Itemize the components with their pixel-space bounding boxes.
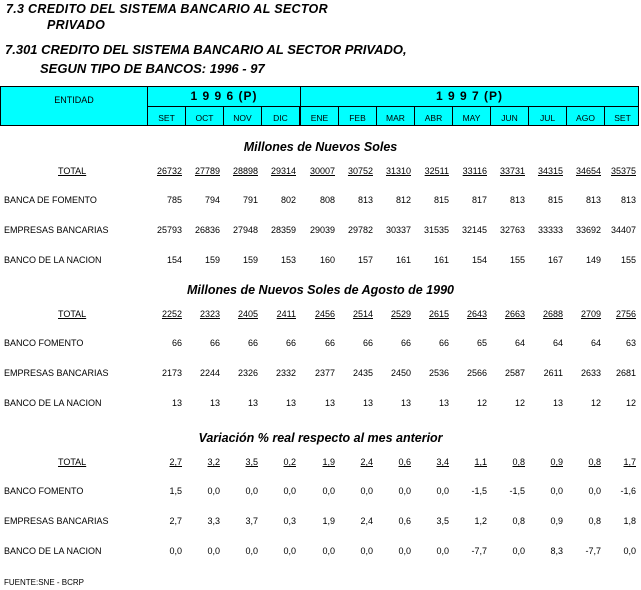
table-cell: -1,5 [471,486,487,496]
month-header: JUL [529,107,567,125]
table-cell: 26836 [194,225,220,235]
table-cell: 794 [204,195,220,205]
table-cell: 66 [209,338,220,348]
table-cell: 13 [171,398,182,408]
table-cell: 813 [509,195,525,205]
table-cell: 0,0 [207,546,220,556]
table-cell: 66 [400,338,411,348]
entity-column-header: ENTIDAD [1,87,148,125]
table-cell: 2252 [161,309,182,319]
table-cell: 0,6 [398,516,411,526]
table-cell: 13 [324,398,335,408]
table-cell: 813 [585,195,601,205]
table-cell: 12 [625,398,636,408]
table-row [0,398,641,412]
table-cell: 0,0 [398,486,411,496]
table-row [0,225,641,239]
table-cell: 167 [547,255,563,265]
table-cell: 13 [362,398,373,408]
table-cell: 2709 [580,309,601,319]
table-cell: 0,8 [588,457,601,467]
table-cell: 1,8 [623,516,636,526]
table-cell: 0,3 [283,516,296,526]
table-cell: 2405 [237,309,258,319]
table-cell: 30337 [385,225,411,235]
table-row [0,486,641,500]
table-cell: 2,7 [169,457,182,467]
table-cell: 3,3 [207,516,220,526]
table-cell: 2244 [199,368,220,378]
table-cell: 0,0 [588,486,601,496]
table-cell: 64 [514,338,525,348]
table-cell: 0,0 [623,546,636,556]
table-cell: 1,5 [169,486,182,496]
table-cell: 3,5 [245,457,258,467]
table-cell: 13 [285,398,296,408]
table-cell: 33692 [575,225,601,235]
table-cell: 815 [433,195,449,205]
table-cell: 0,6 [398,457,411,467]
year-1997-header: 1 9 9 7 (P) [301,87,638,107]
row-label: BANCO FOMENTO [4,486,84,496]
row-label: BANCO FOMENTO [4,338,84,348]
table-cell: 66 [247,338,258,348]
table-row [0,195,641,209]
table-cell: 2529 [390,309,411,319]
table-cell: 65 [476,338,487,348]
table-cell: 1,9 [322,516,335,526]
table-cell: 2633 [580,368,601,378]
table-cell: 161 [395,255,411,265]
table-cell: 2,7 [169,516,182,526]
table-cell: 2411 [276,309,296,319]
row-label: TOTAL [58,166,87,176]
table-cell: 149 [585,255,601,265]
table-cell: 3,4 [436,457,449,467]
table-cell: 34407 [610,225,636,235]
table-cell: 1,2 [474,516,487,526]
month-header: DIC [262,107,300,125]
table-cell: 26732 [156,166,182,176]
table-cell: 0,0 [283,546,296,556]
table-cell: 3,2 [207,457,220,467]
month-header: NOV [224,107,262,125]
table-cell: 66 [324,338,335,348]
table-cell: 0,2 [283,457,296,467]
table-cell: 31310 [385,166,411,176]
total-row [0,166,641,180]
table-cell: 66 [171,338,182,348]
table-cell: 2377 [314,368,335,378]
table-cell: 3,7 [245,516,258,526]
table-cell: -1,5 [509,486,525,496]
month-header: AGO [567,107,605,125]
table-cell: 0,0 [436,486,449,496]
table-cell: 154 [166,255,182,265]
table-cell: 154 [471,255,487,265]
table-subtitle: SEGUN TIPO DE BANCOS: 1996 - 97 [40,61,265,76]
table-cell: 27948 [232,225,258,235]
table-cell: 0,0 [436,546,449,556]
table-cell: 155 [509,255,525,265]
table-cell: 0,8 [512,457,525,467]
row-label: TOTAL [58,457,87,467]
table-cell: 160 [319,255,335,265]
month-header: JUN [491,107,529,125]
table-cell: 28359 [270,225,296,235]
row-label: EMPRESAS BANCARIAS [4,516,109,526]
total-row [0,309,641,323]
table-cell: 8,3 [550,546,563,556]
row-label: BANCO DE LA NACION [4,546,102,556]
table-cell: 31535 [423,225,449,235]
section-title: Variación % real respecto al mes anterior [198,431,443,445]
table-cell: 32145 [461,225,487,235]
table-cell: 2756 [615,309,636,319]
table-cell: 2566 [466,368,487,378]
table-cell: 153 [280,255,296,265]
section-title: Millones de Nuevos Soles [243,140,398,154]
table-cell: 29782 [347,225,373,235]
table-cell: 0,8 [512,516,525,526]
source-note: FUENTE:SNE - BCRP [4,578,85,587]
table-cell: 28898 [232,166,258,176]
table-cell: 13 [400,398,411,408]
table-cell: 12 [514,398,525,408]
table-cell: 785 [166,195,182,205]
table-cell: 64 [590,338,601,348]
section-title: Millones de Nuevos Soles de Agosto de 1990 [187,283,454,297]
table-cell: 2456 [314,309,335,319]
table-cell: 1,7 [623,457,636,467]
table-cell: 802 [280,195,296,205]
table-cell: 0,0 [245,486,258,496]
table-cell: 159 [242,255,258,265]
month-header: FEB [339,107,377,125]
table-cell: 0,0 [245,546,258,556]
table-cell: 2611 [543,368,563,378]
table-cell: 817 [471,195,487,205]
table-cell: 0,0 [512,546,525,556]
table-cell: 2681 [615,368,636,378]
table-cell: 813 [620,195,636,205]
table-cell: 2688 [542,309,563,319]
table-cell: 34315 [537,166,563,176]
table-cell: 157 [357,255,373,265]
row-label: EMPRESAS BANCARIAS [4,368,109,378]
table-cell: 0,0 [360,546,373,556]
table-cell: 3,5 [436,516,449,526]
table-header [0,86,639,126]
table-cell: 0,0 [398,546,411,556]
table-cell: 815 [547,195,563,205]
table-cell: 29039 [309,225,335,235]
table-cell: 2663 [504,309,525,319]
doc-section-title-cont: PRIVADO [47,18,106,32]
table-cell: 63 [625,338,636,348]
row-label: BANCO DE LA NACION [4,255,102,265]
table-cell: 812 [395,195,411,205]
table-cell: 791 [242,195,258,205]
table-row [0,368,641,382]
table-cell: 2615 [428,309,449,319]
month-header: MAR [377,107,415,125]
table-cell: 0,0 [360,486,373,496]
row-label: EMPRESAS BANCARIAS [4,225,109,235]
table-cell: 64 [552,338,563,348]
table-cell: 2587 [504,368,525,378]
table-cell: 2643 [466,309,487,319]
table-cell: 13 [209,398,220,408]
table-cell: 66 [438,338,449,348]
month-header: ENE [301,107,339,125]
table-cell: 2323 [199,309,220,319]
table-cell: 2,4 [360,457,373,467]
table-row [0,516,641,530]
table-cell: 30752 [347,166,373,176]
table-cell: 29314 [270,166,296,176]
table-cell: 12 [476,398,487,408]
table-cell: 0,0 [322,486,335,496]
year-1996-header: 1 9 9 6 (P) [148,87,300,107]
month-header: ABR [415,107,453,125]
table-cell: 1,9 [322,457,335,467]
table-cell: 2536 [428,368,449,378]
table-cell: 0,0 [207,486,220,496]
table-cell: 32511 [424,166,449,176]
table-cell: 0,0 [169,546,182,556]
month-header: SET [148,107,186,125]
table-cell: 2173 [161,368,182,378]
table-cell: 0,0 [283,486,296,496]
table-cell: 13 [438,398,449,408]
table-cell: 0,0 [550,486,563,496]
table-cell: 0,9 [550,457,563,467]
table-cell: 32763 [499,225,525,235]
table-row [0,255,641,269]
table-cell: 2435 [352,368,373,378]
table-cell: 35375 [610,166,636,176]
table-cell: 13 [552,398,563,408]
table-cell: 27789 [194,166,220,176]
table-cell: 813 [357,195,373,205]
table-cell: -7,7 [471,546,487,556]
table-cell: 34654 [575,166,601,176]
table-cell: 0,8 [588,516,601,526]
table-cell: 159 [204,255,220,265]
table-cell: 2514 [352,309,373,319]
table-cell: 2450 [390,368,411,378]
month-header: MAY [453,107,491,125]
month-header: OCT [186,107,224,125]
table-cell: 1,1 [474,457,487,467]
table-cell: 2326 [237,368,258,378]
table-cell: 2,4 [360,516,373,526]
table-cell: 66 [285,338,296,348]
table-cell: 12 [590,398,601,408]
table-cell: 0,9 [550,516,563,526]
table-cell: 161 [433,255,449,265]
table-cell: 33333 [537,225,563,235]
table-cell: 0,0 [322,546,335,556]
table-cell: 25793 [156,225,182,235]
table-cell: 13 [247,398,258,408]
table-cell: 66 [362,338,373,348]
doc-section-title: 7.3 CREDITO DEL SISTEMA BANCARIO AL SECTOR [6,2,328,16]
table-title: 7.301 CREDITO DEL SISTEMA BANCARIO AL SECTOR PRIVADO, [5,42,407,57]
table-cell: 808 [319,195,335,205]
table-cell: 2332 [275,368,296,378]
row-label: BANCA DE FOMENTO [4,195,97,205]
total-row [0,457,641,471]
table-cell: -1,6 [620,486,636,496]
table-cell: 33731 [499,166,525,176]
table-row [0,546,641,560]
table-cell: 155 [620,255,636,265]
table-row [0,338,641,352]
month-header: SET [614,113,631,123]
row-label: BANCO DE LA NACION [4,398,102,408]
row-label: TOTAL [58,309,87,319]
table-cell: 30007 [309,166,335,176]
table-cell: 33116 [462,166,487,176]
table-cell: -7,7 [585,546,601,556]
